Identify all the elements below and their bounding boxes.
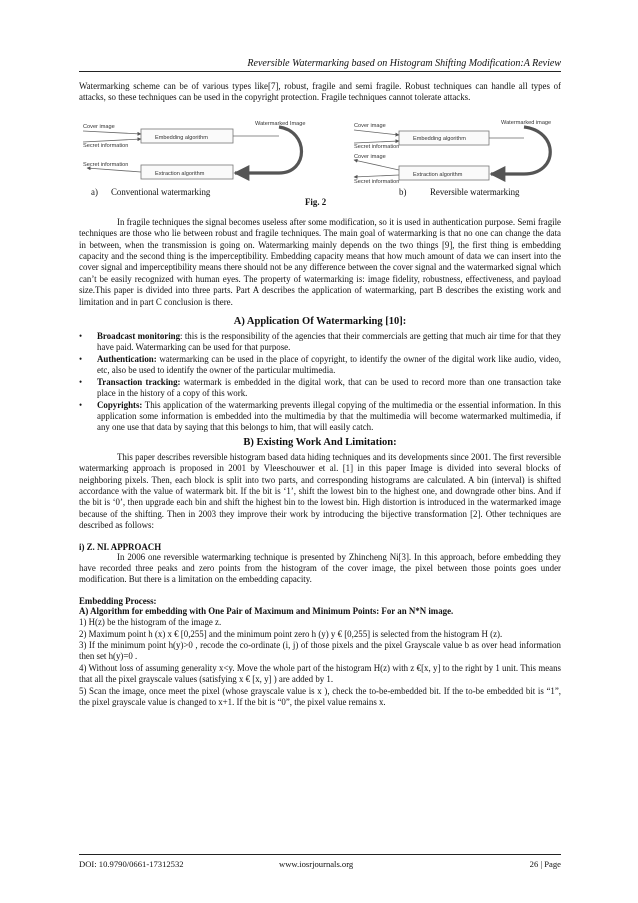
intro-paragraph: Watermarking scheme can be of various types like[7], robust, fragile and semi fragile. Robust techniques can handle all types of attacks, so these techniques can be used in the copyright protection. Fragile techniques cannot tolerate attacks. [79, 81, 561, 103]
list-item [79, 377, 561, 400]
embedding-subtitle: A) Algorithm for embedding with One Pair of Maximum and Minimum Points: For an N*N image. [79, 605, 454, 616]
list-item [79, 331, 561, 354]
section-a-title: A) Application Of Watermarking [10]: [233, 316, 407, 328]
fig-left-secret2-label: Secret information [83, 161, 129, 168]
step-item: 4) Without loss of assuming generality x<y. Move the whole part of the histogram H(z) with z €[x, y] to the right by 1 unit. This means that all the pixel grayscale values (satisfying x € [x, y] ) are added by 1. [79, 662, 561, 685]
reversible-watermarking-diagram [354, 120, 551, 185]
fig-right-extract-label: Extraction algorithm [413, 171, 463, 178]
page-body [79, 58, 561, 708]
fig-right-watermarked-label: Watermarked image [501, 119, 552, 126]
fig-left-watermarked-label: Watermarked Image [255, 120, 306, 127]
list-item-text: This application of the watermarking prevents illegal copying of the multimedia or the essential information. In this application some information is embedded into the multimedia by that the multimedia will become watermarked multimedia, if any one use that data by saying that this belongs to him, that will easily catch. [97, 399, 561, 433]
list-item-term: Authentication: [97, 353, 157, 364]
caption-b: Reversible watermarking [430, 186, 520, 197]
fig-label: Fig. 2 [305, 196, 327, 207]
list-item [79, 400, 561, 434]
existing-work-paragraph: This paper describes reversible histogram based data hiding techniques and its developments since 2001. The first reversible watermarking approach is proposed in 2001 by Vleeschouwer et al. [1] in this paper Image is divided into several blocks of neighboring pixels. Then, each block is split into two parts, and corresponding histograms are calculated. A bin (interval) is shifted accordance with the value of watermark bit. If the bit is ‘1’, shift the lowest bin to the highest one, and downgrade other bins. And if the bit is ‘0’, then upgrade each bin and shift the highest bin to the lowest bin. High distortion is introduced in the watermarked image because of the shifting. Then in 2003 they improve their work by introducing the bijective transformation [2]. Other techniques are described as follows: [79, 451, 561, 531]
footer-doi: DOI: 10.9790/0661-17312532 [79, 859, 184, 869]
list-item-term: Transaction tracking: [97, 376, 181, 387]
fig-left-cover-label: Cover image [83, 123, 115, 130]
conventional-watermarking-diagram [83, 121, 305, 179]
step-item: 1) H(z) be the histogram of the image z. [79, 617, 222, 628]
footer-page: 26 | Page [529, 859, 561, 869]
page-footer [79, 854, 561, 869]
fig-right-cover2-label: Cover image [354, 153, 386, 160]
fragile-paragraph: In fragile techniques the signal becomes useless after some modification, so it is used in authentication purpose. Semi fragile techniques are those who lie between robust and fragile techniques. The main goal of watermarking is that no one can change the data in between, when the transmission is going on. Watermarking mainly depends on the two things [9], the first thing is embedding capacity and the second thing is the imperceptibility. Embedding capacity means that how much amount of data we can insert into the cover signal and imperceptibility means there should not be any difference between the cover signal and the watermarked signal which can’t be easily recognized with human eyes. The property of watermarking is: image fidelity, robustness, effectiveness, and payload size.This paper is divided into three parts. Part A describes the application of watermarking, part B describes the existing work and limitation and in part C conclusion is there. [79, 216, 561, 307]
step-item: 5) Scan the image, once meet the pixel (whose grayscale value is x ), check the to-be-embedded bit. If the to-be embedded bit is “1”, the pixel grayscale value is changed to x+1. If the bit is “0”, the pixel value remains x. [79, 685, 561, 708]
list-item-term: Broadcast monitoring [97, 331, 181, 342]
fig-left-embed-label: Embedding algorithm [155, 134, 208, 141]
approach-title: i) Z. NI. APPROACH [79, 541, 162, 552]
fig-left-secret-label: Secret information [83, 142, 129, 149]
running-header: Reversible Watermarking based on Histogram Shifting Modification:A Review [79, 58, 561, 72]
list-item [79, 354, 561, 377]
watermarking-diagram [79, 113, 561, 187]
fig-right-cover-label: Cover image [354, 122, 386, 129]
caption-a-marker: a) [91, 186, 98, 197]
step-item: 2) Maximum point h (x) x € [0,255] and the minimum point zero h (y) y € [0,255] is selected from the histogram H (z). [79, 628, 503, 639]
section-b-title: B) Existing Work And Limitation: [243, 436, 397, 448]
fig-right-secret-label: Secret information [354, 143, 400, 150]
footer-site[interactable]: www.iosrjournals.org [279, 859, 354, 869]
list-item-text: : this is the responsibility of the agencies that their commercials are getting that much air time for that they have paid. Watermarking can be used for that purpose. [97, 331, 561, 353]
list-item-text: watermark is embedded in the digital work, that can be used to record more than one transaction take place in the history of a copy of this work. [97, 376, 561, 399]
fig-left-extract-label: Extraction algorithm [155, 170, 205, 177]
list-item-term: Copyrights: [97, 399, 143, 410]
application-list [79, 331, 561, 434]
figure-2 [79, 113, 561, 187]
fig-right-secret2-label: Secret information [354, 178, 400, 185]
fig-right-embed-label: Embedding algorithm [413, 135, 466, 142]
approach-paragraph: In 2006 one reversible watermarking technique is presented by Zhincheng Ni[3]. In this approach, before embedding they have recorded three peaks and zero points from the histogram of the cover image, the pixel between those points goes under modification. But there is a limitation on the embedding capacity. [79, 551, 561, 585]
caption-b-marker: b) [399, 186, 407, 197]
figure-caption [79, 187, 561, 209]
step-item: 3) If the minimum point h(y)>0 , recode the co-ordinate (i, j) of those pixels and the pixel Grayscale value b as over head information then set h(y)=0 . [79, 640, 561, 662]
list-item-text: watermarking can be used in the place of copyright, to identify the owner of the digital work like audio, video, etc, also be used to identify the owner of the particular multimedia. [97, 353, 561, 376]
caption-a: Conventional watermarking [111, 186, 211, 197]
embedding-title: Embedding Process: [79, 595, 157, 606]
